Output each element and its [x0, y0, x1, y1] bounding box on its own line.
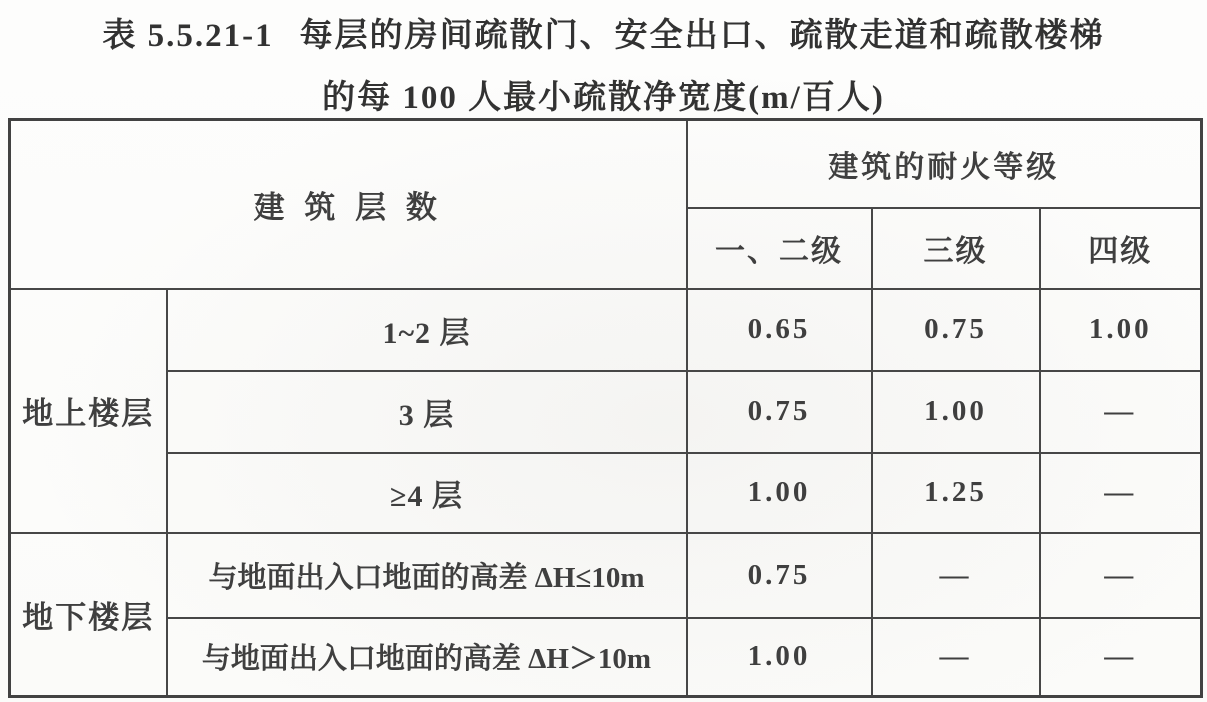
header-fire-resistance-grade: 建筑的耐火等级 — [687, 120, 1202, 208]
cell-value: 1.00 — [872, 371, 1040, 453]
cell-value: 0.65 — [687, 289, 872, 371]
cell-value: — — [1040, 533, 1202, 618]
cell-value: 0.75 — [872, 289, 1040, 371]
header-row-1 — [10, 120, 1202, 208]
table-caption-line-1 — [0, 0, 1207, 56]
rowgroup-above-ground: 地上楼层 — [10, 289, 167, 533]
table-row — [10, 618, 1202, 697]
table-title-text: 每层的房间疏散门、安全出口、疏散走道和疏散楼梯 — [299, 18, 1105, 54]
row-label-storeys-3: 3 层 — [167, 371, 687, 453]
table-caption — [0, 0, 1207, 118]
cell-value: — — [872, 618, 1040, 697]
header-grade-3: 三级 — [872, 208, 1040, 289]
min-evacuation-width-table — [8, 118, 1203, 698]
cell-value: 1.00 — [687, 453, 872, 533]
cell-value: 1.25 — [872, 453, 1040, 533]
header-building-storeys: 建 筑 层 数 — [10, 120, 687, 289]
table-caption-line-2: 的每 100 人最小疏散净宽度(m/百人) — [322, 80, 885, 116]
rowgroup-below-ground: 地下楼层 — [10, 533, 167, 697]
row-label-depth-le-10m: 与地面出入口地面的高差 ΔH≤10m — [167, 533, 687, 618]
table-number: 表 5.5.21-1 — [102, 18, 274, 54]
cell-value: 0.75 — [687, 533, 872, 618]
table-row — [10, 371, 1202, 453]
cell-value: 0.75 — [687, 371, 872, 453]
cell-value: — — [1040, 371, 1202, 453]
row-label-storeys-4-plus: ≥4 层 — [167, 453, 687, 533]
table-row — [10, 289, 1202, 371]
row-label-depth-gt-10m: 与地面出入口地面的高差 ΔH＞10m — [167, 618, 687, 697]
cell-value: — — [1040, 453, 1202, 533]
table-row — [10, 533, 1202, 618]
row-label-storeys-1-2: 1~2 层 — [167, 289, 687, 371]
cell-value: 1.00 — [687, 618, 872, 697]
cell-value: 1.00 — [1040, 289, 1202, 371]
table-row — [10, 453, 1202, 533]
header-grade-1-2: 一、二级 — [687, 208, 872, 289]
header-grade-4: 四级 — [1040, 208, 1202, 289]
cell-value: — — [1040, 618, 1202, 697]
cell-value: — — [872, 533, 1040, 618]
